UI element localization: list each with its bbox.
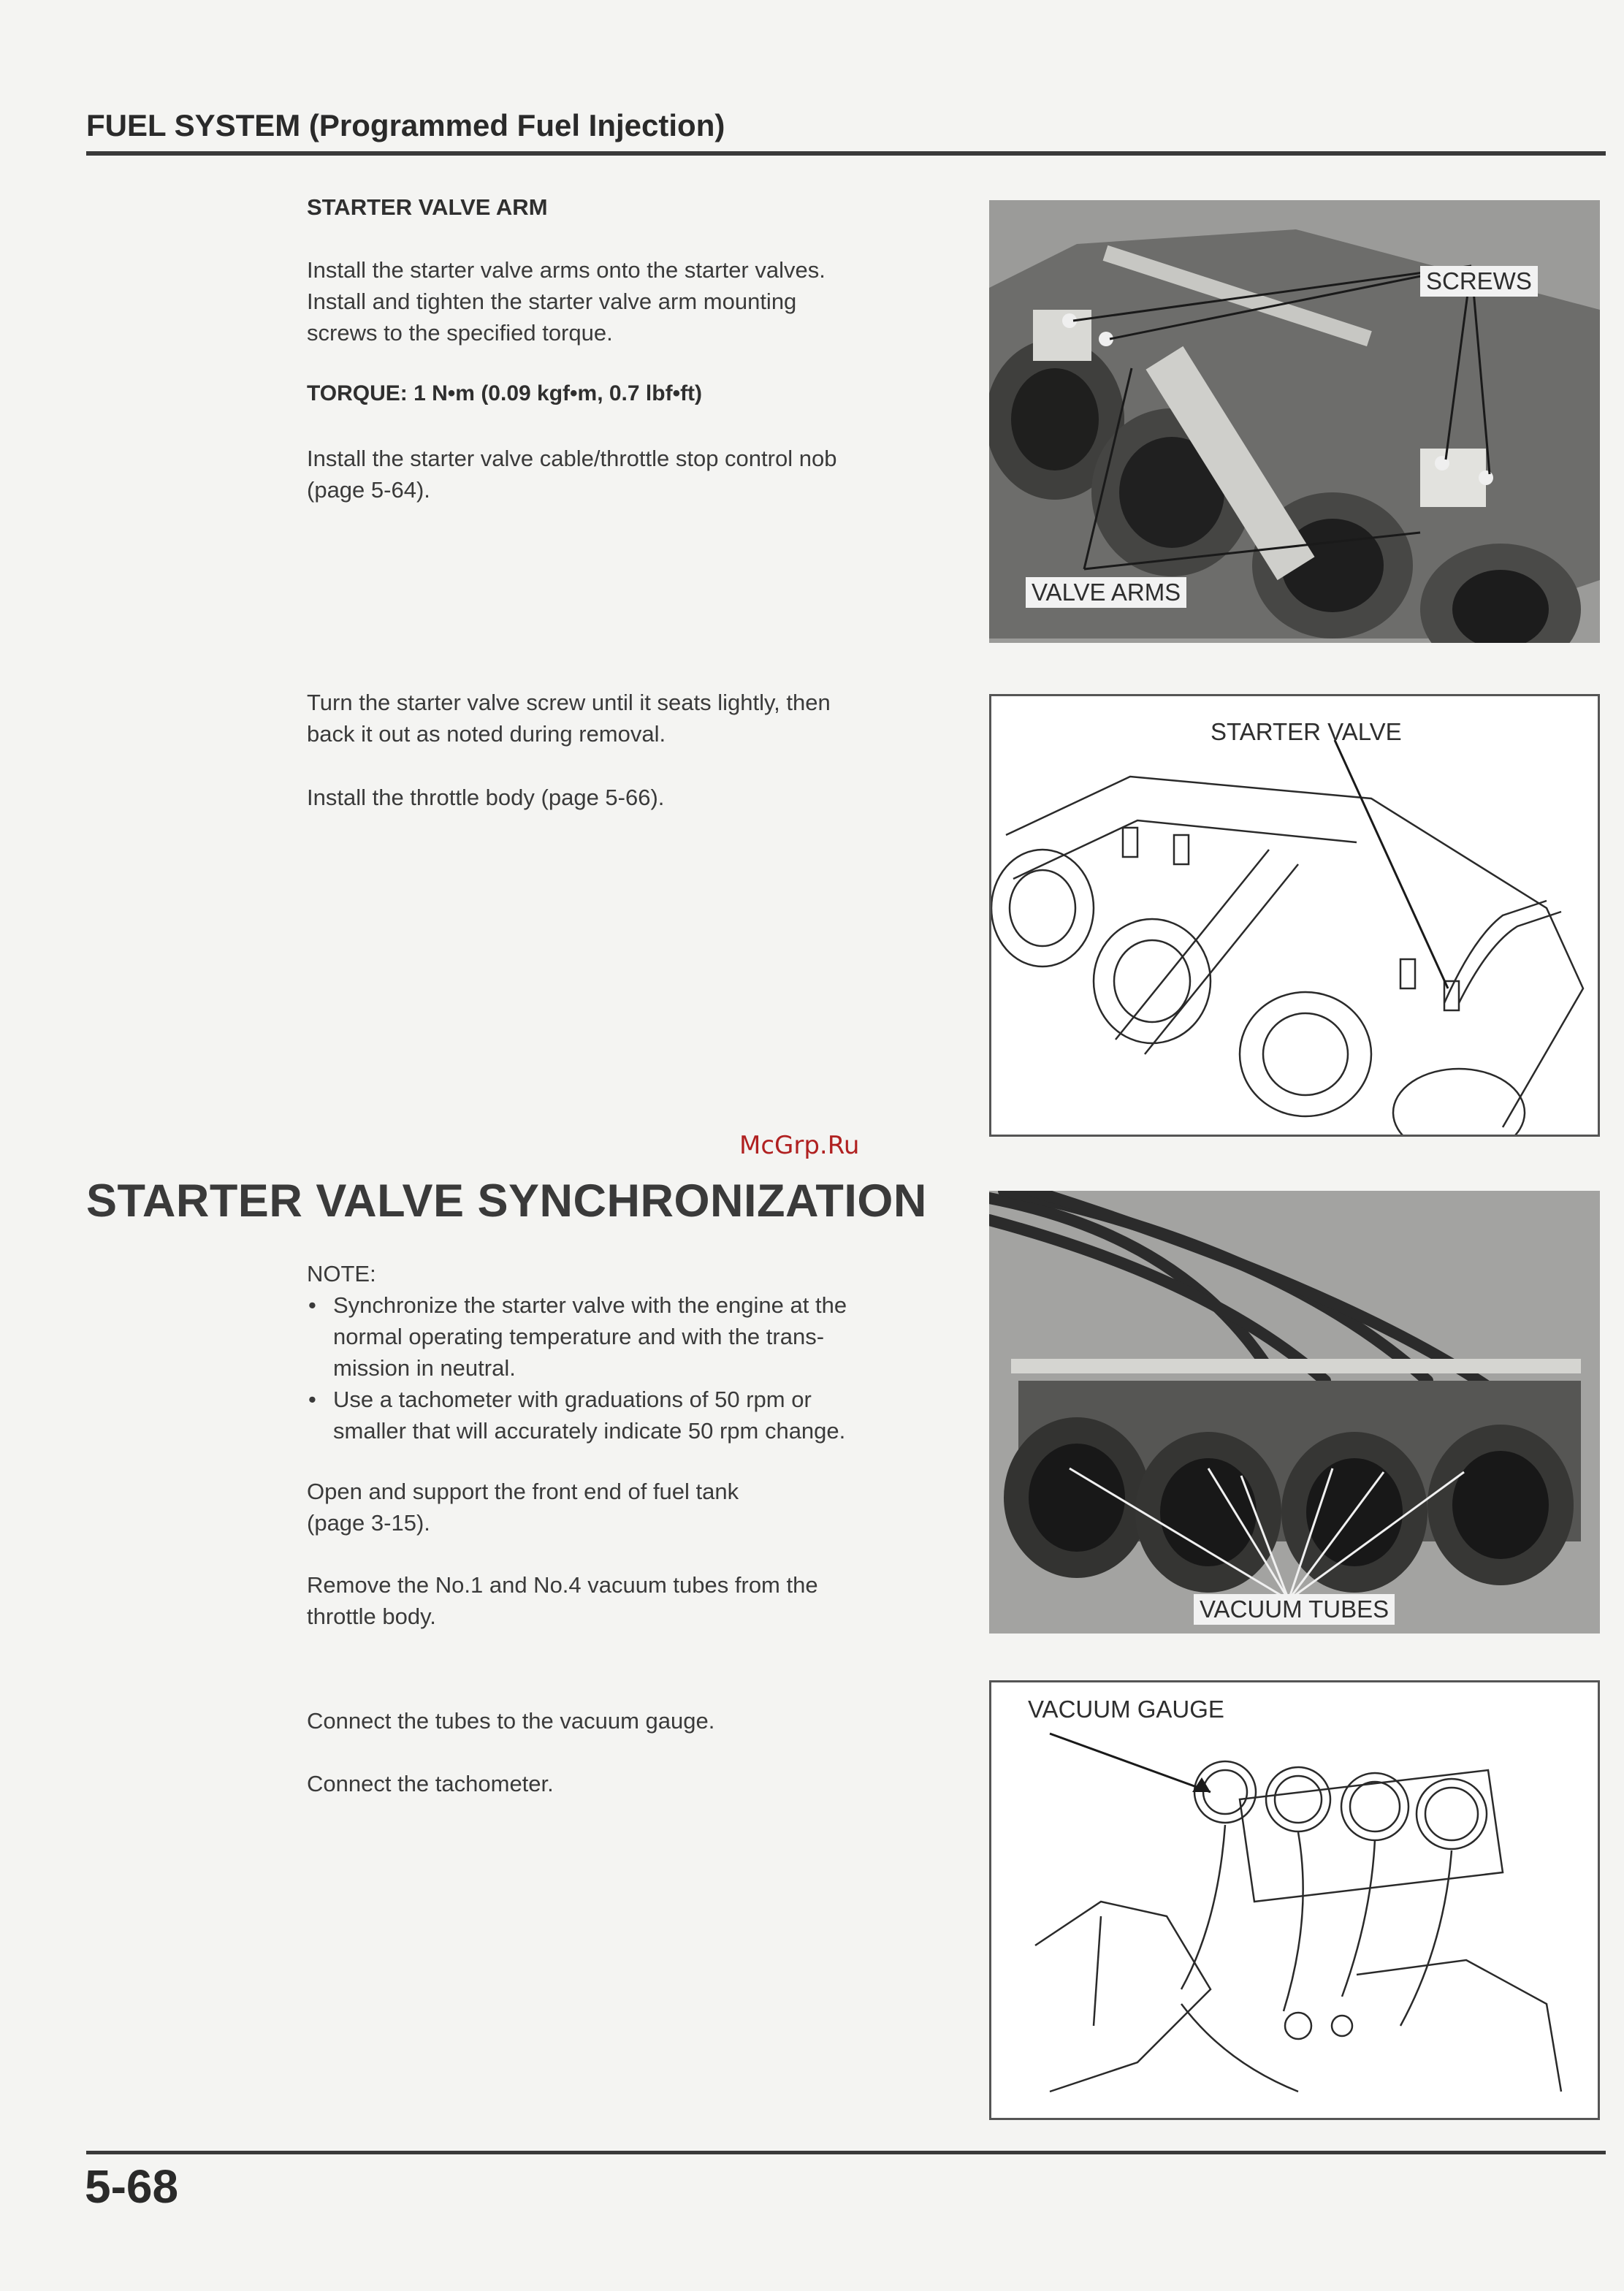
text-line: Synchronize the starter valve with the engine at the: [333, 1292, 847, 1318]
vacuum-tubes-photo-art: [989, 1191, 1600, 1634]
figure-starter-valve-drawing: [989, 694, 1600, 1137]
install-cable-paragraph: [307, 443, 964, 506]
text-line: Open and support the front end of fuel tank: [307, 1479, 739, 1504]
install-throttle-body-paragraph: Install the throttle body (page 5-66).: [307, 785, 665, 810]
text-line: Remove the No.1 and No.4 vacuum tubes from the: [307, 1572, 818, 1598]
torque-spec: TORQUE: 1 N•m (0.09 kgf•m, 0.7 lbf•ft): [307, 381, 703, 405]
remove-tubes-paragraph: [307, 1569, 964, 1632]
label-vacuum-tubes: VACUUM TUBES: [1194, 1594, 1395, 1625]
starter-valve-drawing-art: [991, 696, 1598, 1135]
bullet-dot: •: [308, 1292, 316, 1318]
figure-vacuum-tubes-photo: [989, 1191, 1600, 1634]
text-line: (page 5-64).: [307, 477, 430, 503]
text-line: normal operating temperature and with the trans-: [333, 1324, 825, 1349]
text-line: Install the starter valve arms onto the starter valves.: [307, 257, 826, 283]
gauge-4: [1417, 1779, 1487, 1849]
text-line: throttle body.: [307, 1604, 436, 1629]
header-rule: [86, 151, 1606, 156]
figure-valve-arms-photo: [989, 200, 1600, 643]
text-line: smaller that will accurately indicate 50 rpm change.: [333, 1418, 846, 1444]
label-valve-arms: VALVE ARMS: [1026, 577, 1186, 608]
bullet-dot: •: [308, 1387, 316, 1412]
text-line: Install and tighten the starter valve arm mounting: [307, 289, 797, 314]
starter-valve-arm-heading: STARTER VALVE ARM: [307, 194, 548, 220]
note-block: [307, 1258, 964, 1446]
watermark: McGrp.Ru: [739, 1131, 860, 1160]
figure-vacuum-gauge-drawing: [989, 1680, 1600, 2120]
text-line: Install the starter valve cable/throttle stop control nob: [307, 446, 837, 471]
turn-screw-paragraph: [307, 687, 964, 750]
text-line: (page 3-15).: [307, 1510, 430, 1536]
connect-tachometer-paragraph: Connect the tachometer.: [307, 1771, 554, 1796]
label-screws: SCREWS: [1420, 266, 1538, 297]
text-line: screws to the specified torque.: [307, 320, 613, 346]
page-header-title: FUEL SYSTEM (Programmed Fuel Injection): [86, 108, 725, 142]
note-bullet-1: [307, 1289, 964, 1384]
footer-rule: [86, 2151, 1606, 2154]
note-bullet-2: [307, 1384, 964, 1446]
note-label: NOTE:: [307, 1261, 376, 1286]
open-fuel-tank-paragraph: [307, 1476, 964, 1539]
vacuum-gauge-drawing-art: [991, 1682, 1598, 2118]
label-starter-valve: STARTER VALVE: [1211, 718, 1402, 745]
text-line: Turn the starter valve screw until it seats lightly, then: [307, 690, 831, 715]
section-title: STARTER VALVE SYNCHRONIZATION: [86, 1175, 927, 1227]
page-number: 5-68: [85, 2160, 179, 2213]
label-vacuum-gauge: VACUUM GAUGE: [1028, 1696, 1224, 1723]
text-line: back it out as noted during removal.: [307, 721, 666, 747]
text-line: Use a tachometer with graduations of 50 rpm or: [333, 1387, 812, 1412]
install-arms-paragraph: [307, 254, 957, 348]
connect-tubes-paragraph: Connect the tubes to the vacuum gauge.: [307, 1708, 715, 1734]
text-line: mission in neutral.: [333, 1355, 516, 1381]
